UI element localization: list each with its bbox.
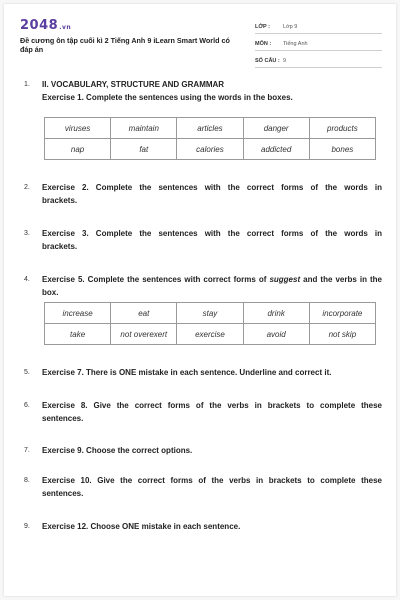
meta-value: Lớp 9: [283, 23, 298, 30]
section-number: 9.: [24, 523, 30, 530]
table-cell: articles: [177, 118, 243, 139]
table-cell: calories: [177, 139, 243, 160]
table-cell: bones: [309, 139, 375, 160]
logo-text: 2048: [20, 18, 59, 33]
meta-panel: [255, 20, 382, 71]
table-row: [45, 324, 376, 345]
section-text: Exercise 12. Choose ONE mistake in each sentence.: [42, 522, 241, 531]
meta-label: LỚP :: [255, 23, 270, 30]
section-text: Exercise 8. Give the correct forms of the verbs in brackets to complete these sentences.: [42, 401, 382, 423]
table-cell: incorporate: [309, 303, 375, 324]
table-cell: viruses: [45, 118, 111, 139]
section-text: [42, 273, 382, 299]
section-number: 4.: [24, 276, 30, 283]
meta-value: Tiếng Anh: [283, 40, 308, 47]
document-header: [20, 14, 382, 62]
table-cell: take: [45, 324, 111, 345]
table-cell: avoid: [243, 324, 309, 345]
table-cell: stay: [177, 303, 243, 324]
section-text: Exercise 10. Give the correct forms of the verbs in brackets to complete these sentences.: [42, 476, 382, 498]
section-text: Exercise 7. There is ONE mistake in each sentence. Underline and correct it.: [42, 368, 332, 377]
section-text: Exercise 1. Complete the sentences using the words in the boxes.: [42, 93, 293, 102]
meta-class-row: [255, 20, 382, 34]
section-number: 7.: [24, 447, 30, 454]
section-heading: II. VOCABULARY, STRUCTURE AND GRAMMAR: [42, 80, 225, 89]
meta-label: MÔN :: [255, 40, 272, 47]
document-page: [4, 4, 396, 596]
meta-value: 9: [283, 57, 287, 64]
table-cell: products: [309, 118, 375, 139]
section-number: 3.: [24, 230, 30, 237]
logo-suffix: .vn: [59, 24, 72, 31]
site-logo[interactable]: [20, 18, 71, 33]
table-cell: eat: [111, 303, 177, 324]
text-part: Exercise 5. Complete the sentences with correct forms of: [42, 275, 270, 284]
table-cell: not overexert: [111, 324, 177, 345]
table-row: [45, 118, 376, 139]
section-number: 6.: [24, 402, 30, 409]
section-number: 5.: [24, 369, 30, 376]
section-text: Exercise 3. Complete the sentences with the correct forms of the words in brackets.: [42, 229, 382, 251]
emphasized-word: suggest: [269, 275, 301, 284]
section-number: 1.: [24, 81, 30, 88]
table-cell: fat: [111, 139, 177, 160]
table-cell: drink: [243, 303, 309, 324]
section-number: 8.: [24, 477, 30, 484]
table-cell: addicted: [243, 139, 309, 160]
word-box-2: [44, 302, 376, 345]
table-row: [45, 303, 376, 324]
document-title: Đề cương ôn tập cuối kì 2 Tiếng Anh 9 iLearn Smart World có đáp án: [20, 36, 230, 54]
section-text: Exercise 9. Choose the correct options.: [42, 446, 193, 455]
table-cell: danger: [243, 118, 309, 139]
table-cell: nap: [45, 139, 111, 160]
word-box-1: [44, 117, 376, 160]
table-cell: increase: [45, 303, 111, 324]
section-number: 2.: [24, 184, 30, 191]
table-cell: maintain: [111, 118, 177, 139]
text-part: and the verbs in the box.: [42, 275, 382, 297]
meta-label: SỐ CÂU :: [255, 57, 280, 64]
meta-subject-row: [255, 37, 382, 51]
meta-count-row: [255, 54, 382, 68]
table-cell: exercise: [177, 324, 243, 345]
table-row: [45, 139, 376, 160]
section-text: Exercise 2. Complete the sentences with the correct forms of the words in brackets.: [42, 183, 382, 205]
table-cell: not skip: [309, 324, 375, 345]
